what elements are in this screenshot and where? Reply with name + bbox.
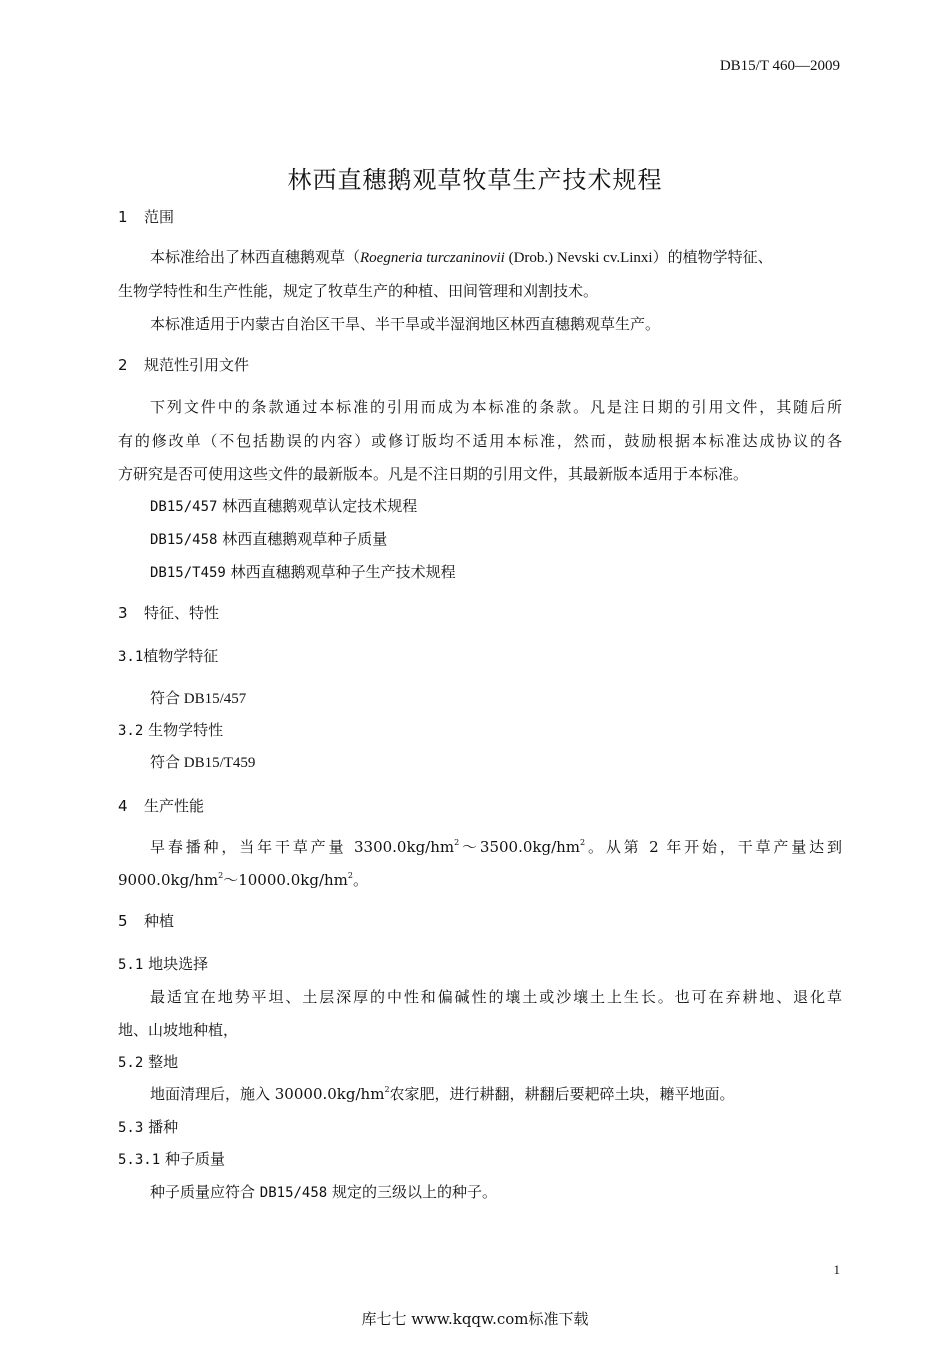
standard-reference: DB15/458 <box>259 1185 328 1201</box>
text: (Drob.) Nevski cv.Linxi）的植物学特征、 <box>504 250 773 266</box>
subsection-title: 植物学特征 <box>143 647 219 665</box>
s2-paragraph-line-2: 有的修改单（不包括勘误的内容）或修订版均不适用本标准，然而，鼓励根据本标准达成协议的各 <box>118 432 842 450</box>
s5-1-line-1 <box>118 986 842 1007</box>
text: 最适宜在地势平坦、土层深厚的中性和偏碱性的壤土或沙壤土上生长。也可在弃耕地、退化草 <box>150 988 842 1006</box>
text: 本标准给出了林西直穗鹅观草（ <box>150 248 361 266</box>
reference-title: 林西直穗鹅观草种子生产技术规程 <box>230 563 456 581</box>
section-number: 3 <box>118 604 128 622</box>
s4-paragraph-line-1 <box>118 836 842 857</box>
section-title: 规范性引用文件 <box>144 356 250 374</box>
s3-1-text: 符合 DB15/457 <box>150 691 247 707</box>
text: 9000.0kg/hm <box>118 871 219 889</box>
subsection-number: 5.3.1 <box>118 1152 161 1168</box>
subsection-title: 地块选择 <box>148 955 209 973</box>
s2-paragraph-line-3: 方研究是否可使用这些文件的最新版本。凡是不注日期的引用文件，其最新版本适用于本标准。 <box>118 465 749 483</box>
section-number: 2 <box>118 356 128 374</box>
text: 规定的三级以上的种子。 <box>327 1183 497 1201</box>
reference-item <box>150 528 387 549</box>
text: 。 <box>352 871 368 889</box>
text: 农家肥，进行耕翻，耕翻后要耙碎土块，耱平地面。 <box>389 1085 735 1103</box>
page-title: 林西直穗鹅观草牧草生产技术规程 <box>287 166 663 194</box>
subsection-3-1-heading <box>118 645 218 666</box>
s5-3-1-text <box>150 1181 497 1202</box>
subsection-title: 整地 <box>148 1053 179 1071</box>
section-number: 5 <box>118 912 128 930</box>
superscript: 2 <box>454 838 460 847</box>
standard-code: DB15/T 460—2009 <box>719 58 840 74</box>
s5-1-line-2: 地、山坡地种植， <box>118 1021 239 1039</box>
section-title: 种植 <box>144 912 175 930</box>
text: 早春播种，当年干草产量 3300.0kg/hm <box>150 838 455 856</box>
reference-item <box>150 561 456 582</box>
text: 。从第 2 年开始，干草产量达到 <box>585 838 842 856</box>
s4-paragraph-line-2 <box>118 869 368 890</box>
section-number: 4 <box>118 797 128 815</box>
subsection-number: 5.1 <box>118 957 144 973</box>
footer-watermark: 库七七 www.kqqw.com标准下载 <box>361 1310 589 1328</box>
section-3-heading <box>118 602 219 623</box>
text <box>118 838 842 856</box>
superscript: 2 <box>218 871 224 880</box>
section-1-heading <box>118 206 174 227</box>
section-title: 范围 <box>144 208 175 226</box>
text: 种子质量应符合 <box>150 1183 260 1201</box>
text: ～10000.0kg/hm <box>223 871 348 889</box>
subsection-3-2-heading <box>118 719 223 740</box>
section-4-heading <box>118 795 204 816</box>
s1-paragraph-2: 本标准适用于内蒙古自治区干旱、半干旱或半湿润地区林西直穗鹅观草生产。 <box>150 315 661 333</box>
subsection-5-3-1-heading <box>118 1148 225 1169</box>
superscript: 2 <box>347 871 353 880</box>
section-2-heading <box>118 354 249 375</box>
s1-paragraph-1-line-1 <box>150 246 773 267</box>
reference-title: 林西直穗鹅观草认定技术规程 <box>222 497 418 515</box>
subsection-title: 生物学特性 <box>148 721 224 739</box>
subsection-number: 3.1 <box>118 649 144 665</box>
section-number: 1 <box>118 208 128 226</box>
section-title: 特征、特性 <box>144 604 220 622</box>
subsection-5-2-heading <box>118 1051 178 1072</box>
text: 地面清理后，施入 30000.0kg/hm <box>150 1085 385 1103</box>
subsection-5-3-heading <box>118 1116 178 1137</box>
s2-paragraph-line-1 <box>118 396 842 417</box>
superscript: 2 <box>384 1085 390 1094</box>
subsection-title: 播种 <box>148 1118 179 1136</box>
s1-paragraph-1-line-2: 生物学特性和生产性能，规定了牧草生产的种植、田间管理和刈割技术。 <box>118 282 599 300</box>
page-number: 1 <box>833 1262 840 1277</box>
subsection-title: 种子质量 <box>164 1150 225 1168</box>
reference-item <box>150 495 417 516</box>
reference-title: 林西直穗鹅观草种子质量 <box>222 530 388 548</box>
section-title: 生产性能 <box>144 797 205 815</box>
section-5-heading <box>118 910 174 931</box>
superscript: 2 <box>580 838 586 847</box>
subsection-5-1-heading <box>118 953 208 974</box>
reference-code: DB15/458 <box>150 532 218 548</box>
text: ～3500.0kg/hm <box>459 838 581 856</box>
reference-code: DB15/T459 <box>150 565 226 581</box>
text: 下列文件中的条款通过本标准的引用而成为本标准的条款。凡是注日期的引用文件，其随后所 <box>150 398 842 416</box>
subsection-number: 5.3 <box>118 1120 144 1136</box>
reference-code: DB15/457 <box>150 499 218 515</box>
s5-2-text <box>150 1083 735 1104</box>
latin-name: Roegneria turczaninovii <box>360 250 505 266</box>
subsection-number: 3.2 <box>118 723 144 739</box>
s3-2-text: 符合 DB15/T459 <box>150 755 256 771</box>
subsection-number: 5.2 <box>118 1055 144 1071</box>
